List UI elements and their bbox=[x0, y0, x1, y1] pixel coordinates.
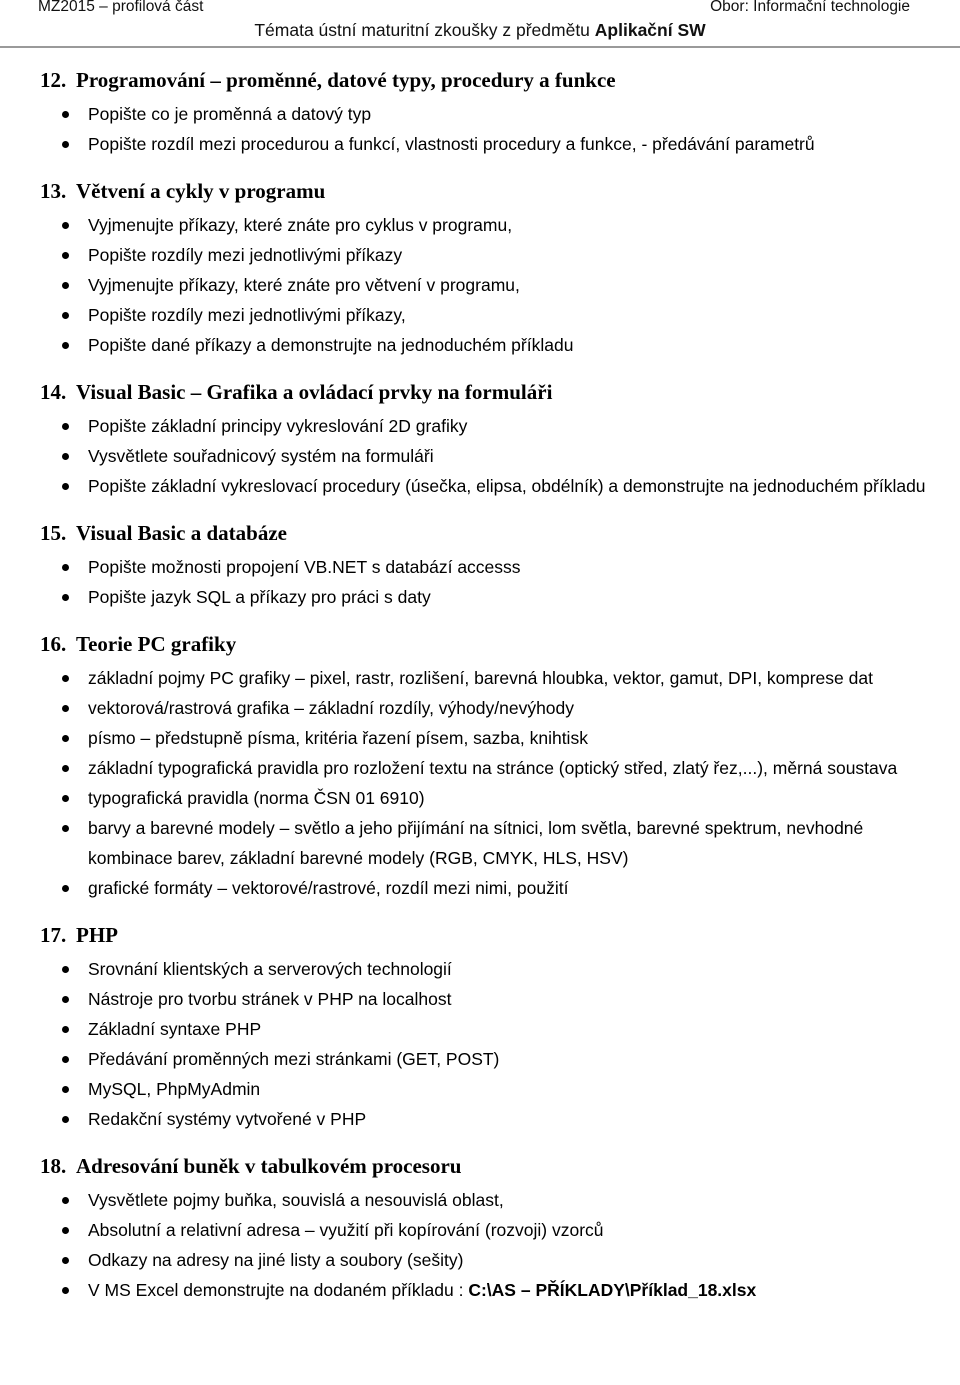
list-item-text: vektorová/rastrová grafika – základní rozdíly, výhody/nevýhody bbox=[88, 698, 575, 718]
list-item bbox=[0, 1044, 960, 1074]
list-item-text: Vyjmenujte příkazy, které znáte pro větvení v programu, bbox=[88, 275, 520, 295]
list-item bbox=[0, 1074, 960, 1104]
section-title-text: Adresování buněk v tabulkovém procesoru bbox=[76, 1154, 462, 1178]
list-item bbox=[0, 1185, 960, 1215]
list-item bbox=[0, 441, 960, 471]
bullet-icon bbox=[62, 1257, 69, 1264]
section-number: 12. bbox=[40, 68, 67, 92]
header-center-prefix: Témata ústní maturitní zkoušky z předmětu bbox=[254, 20, 595, 40]
list-item bbox=[0, 300, 960, 330]
bullet-icon bbox=[62, 1086, 69, 1093]
section bbox=[0, 923, 960, 1134]
list-item bbox=[0, 270, 960, 300]
list-item-text: barvy a barevné modely – světlo a jeho přijímání na sítnici, lom světla, barevné spektrum, nevhodné kombinace barev, základní barevné modely (RGB, CMYK, HLS, HSV) bbox=[88, 818, 864, 868]
list-item bbox=[0, 783, 960, 813]
list-item-text: Popište rozdíly mezi jednotlivými příkazy, bbox=[88, 305, 406, 325]
bullet-icon bbox=[62, 1287, 69, 1294]
list-item bbox=[0, 1275, 960, 1305]
list-item-text: Vyjmenujte příkazy, které znáte pro cyklus v programu, bbox=[88, 215, 513, 235]
list-item bbox=[0, 330, 960, 360]
bullet-icon bbox=[62, 1116, 69, 1123]
list-item bbox=[0, 1215, 960, 1245]
list-item bbox=[0, 723, 960, 753]
bullet-icon bbox=[62, 825, 69, 832]
section-title bbox=[40, 179, 960, 203]
section bbox=[0, 1154, 960, 1305]
bullet-icon bbox=[62, 1026, 69, 1033]
section-number: 14. bbox=[40, 380, 67, 404]
list-item-text: základní pojmy PC grafiky – pixel, rastr, rozlišení, barevná hloubka, vektor, gamut, DPI, komprese dat bbox=[88, 668, 873, 688]
list-item bbox=[0, 693, 960, 723]
section bbox=[0, 179, 960, 360]
list-item-text: Odkazy na adresy na jiné listy a soubory (sešity) bbox=[88, 1250, 464, 1270]
bullet-list bbox=[0, 411, 960, 501]
list-item-text: Popište dané příkazy a demonstrujte na jednoduchém příkladu bbox=[88, 335, 574, 355]
list-item bbox=[0, 813, 960, 873]
bullet-list bbox=[0, 1185, 960, 1305]
bullet-icon bbox=[62, 885, 69, 892]
section-title-text: Visual Basic a databáze bbox=[76, 521, 287, 545]
bullet-icon bbox=[62, 222, 69, 229]
section-title-text: Programování – proměnné, datové typy, procedury a funkce bbox=[76, 68, 616, 92]
bullet-icon bbox=[62, 111, 69, 118]
document-body bbox=[0, 68, 960, 1325]
list-item-text: Srovnání klientských a serverových technologií bbox=[88, 959, 452, 979]
list-item bbox=[0, 471, 960, 501]
section-title bbox=[40, 521, 960, 545]
bullet-list bbox=[0, 663, 960, 903]
list-item bbox=[0, 984, 960, 1014]
section bbox=[0, 632, 960, 903]
list-item-text: Popište rozdíl mezi procedurou a funkcí, vlastnosti procedury a funkce, - předávání parametrů bbox=[88, 134, 815, 154]
section-title bbox=[40, 632, 960, 656]
section bbox=[0, 521, 960, 612]
list-item-text: Popište základní vykreslovací procedury (úsečka, elipsa, obdélník) a demonstrujte na jednoduchém příkladu bbox=[88, 476, 926, 496]
bullet-icon bbox=[62, 675, 69, 682]
bullet-icon bbox=[62, 1056, 69, 1063]
header-center-bold: Aplikační SW bbox=[594, 20, 706, 40]
list-item-text: Popište rozdíly mezi jednotlivými příkazy bbox=[88, 245, 403, 265]
list-item-text: Redakční systémy vytvořené v PHP bbox=[88, 1109, 367, 1129]
list-item bbox=[0, 210, 960, 240]
header-left-text: MZ2015 – profilová část bbox=[38, 0, 204, 15]
list-item-text: Nástroje pro tvorbu stránek v PHP na localhost bbox=[88, 989, 452, 1009]
bullet-icon bbox=[62, 966, 69, 973]
bullet-list bbox=[0, 99, 960, 159]
bullet-icon bbox=[62, 252, 69, 259]
header-center-text bbox=[0, 20, 960, 41]
list-item bbox=[0, 582, 960, 612]
bullet-icon bbox=[62, 795, 69, 802]
list-item-text: Popište základní principy vykreslování 2D grafiky bbox=[88, 416, 468, 436]
bullet-icon bbox=[62, 423, 69, 430]
bullet-icon bbox=[62, 483, 69, 490]
section-number: 18. bbox=[40, 1154, 67, 1178]
bullet-list bbox=[0, 552, 960, 612]
list-item bbox=[0, 954, 960, 984]
bullet-icon bbox=[62, 996, 69, 1003]
bullet-icon bbox=[62, 312, 69, 319]
list-item-text: Popište co je proměnná a datový typ bbox=[88, 104, 372, 124]
bullet-icon bbox=[62, 765, 69, 772]
section-number: 13. bbox=[40, 179, 67, 203]
bullet-icon bbox=[62, 735, 69, 742]
list-item bbox=[0, 99, 960, 129]
list-item bbox=[0, 1014, 960, 1044]
bullet-icon bbox=[62, 282, 69, 289]
bullet-icon bbox=[62, 705, 69, 712]
section-title bbox=[40, 380, 960, 404]
section-title-text: Teorie PC grafiky bbox=[76, 632, 237, 656]
list-item bbox=[0, 129, 960, 159]
list-item-text: grafické formáty – vektorové/rastrové, rozdíl mezi nimi, použití bbox=[88, 878, 569, 898]
list-item bbox=[0, 873, 960, 903]
list-item bbox=[0, 753, 960, 783]
bullet-icon bbox=[62, 342, 69, 349]
bullet-icon bbox=[62, 453, 69, 460]
bullet-icon bbox=[62, 1227, 69, 1234]
list-item bbox=[0, 663, 960, 693]
list-item-text: Vysvětlete souřadnicový systém na formuláři bbox=[88, 446, 434, 466]
section-number: 16. bbox=[40, 632, 67, 656]
section-title-text: PHP bbox=[76, 923, 118, 947]
bullet-icon bbox=[62, 1197, 69, 1204]
list-item-text: Absolutní a relativní adresa – využití při kopírování (rozvoji) vzorců bbox=[88, 1220, 604, 1240]
list-item bbox=[0, 240, 960, 270]
list-item-text: Předávání proměnných mezi stránkami (GET, POST) bbox=[88, 1049, 500, 1069]
list-item-text: Popište možnosti propojení VB.NET s databází accesss bbox=[88, 557, 521, 577]
list-item-text: písmo – předstupně písma, kritéria řazení písem, sazba, knihtisk bbox=[88, 728, 588, 748]
bullet-list bbox=[0, 210, 960, 360]
list-item bbox=[0, 1104, 960, 1134]
section-title bbox=[40, 1154, 960, 1178]
list-item-text: typografická pravidla (norma ČSN 01 6910) bbox=[88, 788, 425, 808]
section bbox=[0, 68, 960, 159]
bullet-icon bbox=[62, 564, 69, 571]
section-title bbox=[40, 68, 960, 92]
section-number: 17. bbox=[40, 923, 67, 947]
list-item-text: Vysvětlete pojmy buňka, souvislá a nesouvislá oblast, bbox=[88, 1190, 504, 1210]
section bbox=[0, 380, 960, 501]
list-item-text: Základní syntaxe PHP bbox=[88, 1019, 262, 1039]
bullet-list bbox=[0, 954, 960, 1134]
page-header bbox=[0, 0, 960, 48]
section-title-text: Větvení a cykly v programu bbox=[76, 179, 326, 203]
file-path: C:\AS – PŘÍKLADY\Příklad_18.xlsx bbox=[468, 1280, 757, 1300]
list-item-text: MySQL, PhpMyAdmin bbox=[88, 1079, 261, 1099]
list-item-text: Popište jazyk SQL a příkazy pro práci s daty bbox=[88, 587, 431, 607]
bullet-icon bbox=[62, 141, 69, 148]
bullet-icon bbox=[62, 594, 69, 601]
header-right-text: Obor: Informační technologie bbox=[710, 0, 910, 15]
section-title bbox=[40, 923, 960, 947]
list-item-text: základní typografická pravidla pro rozložení textu na stránce (optický střed, zlatý řez,...), měrná soustava bbox=[88, 758, 898, 778]
list-item-text: V MS Excel demonstrujte na dodaném příkladu : bbox=[88, 1280, 469, 1300]
section-title-text: Visual Basic – Grafika a ovládací prvky na formuláři bbox=[76, 380, 553, 404]
list-item bbox=[0, 552, 960, 582]
list-item bbox=[0, 1245, 960, 1275]
list-item bbox=[0, 411, 960, 441]
section-number: 15. bbox=[40, 521, 67, 545]
